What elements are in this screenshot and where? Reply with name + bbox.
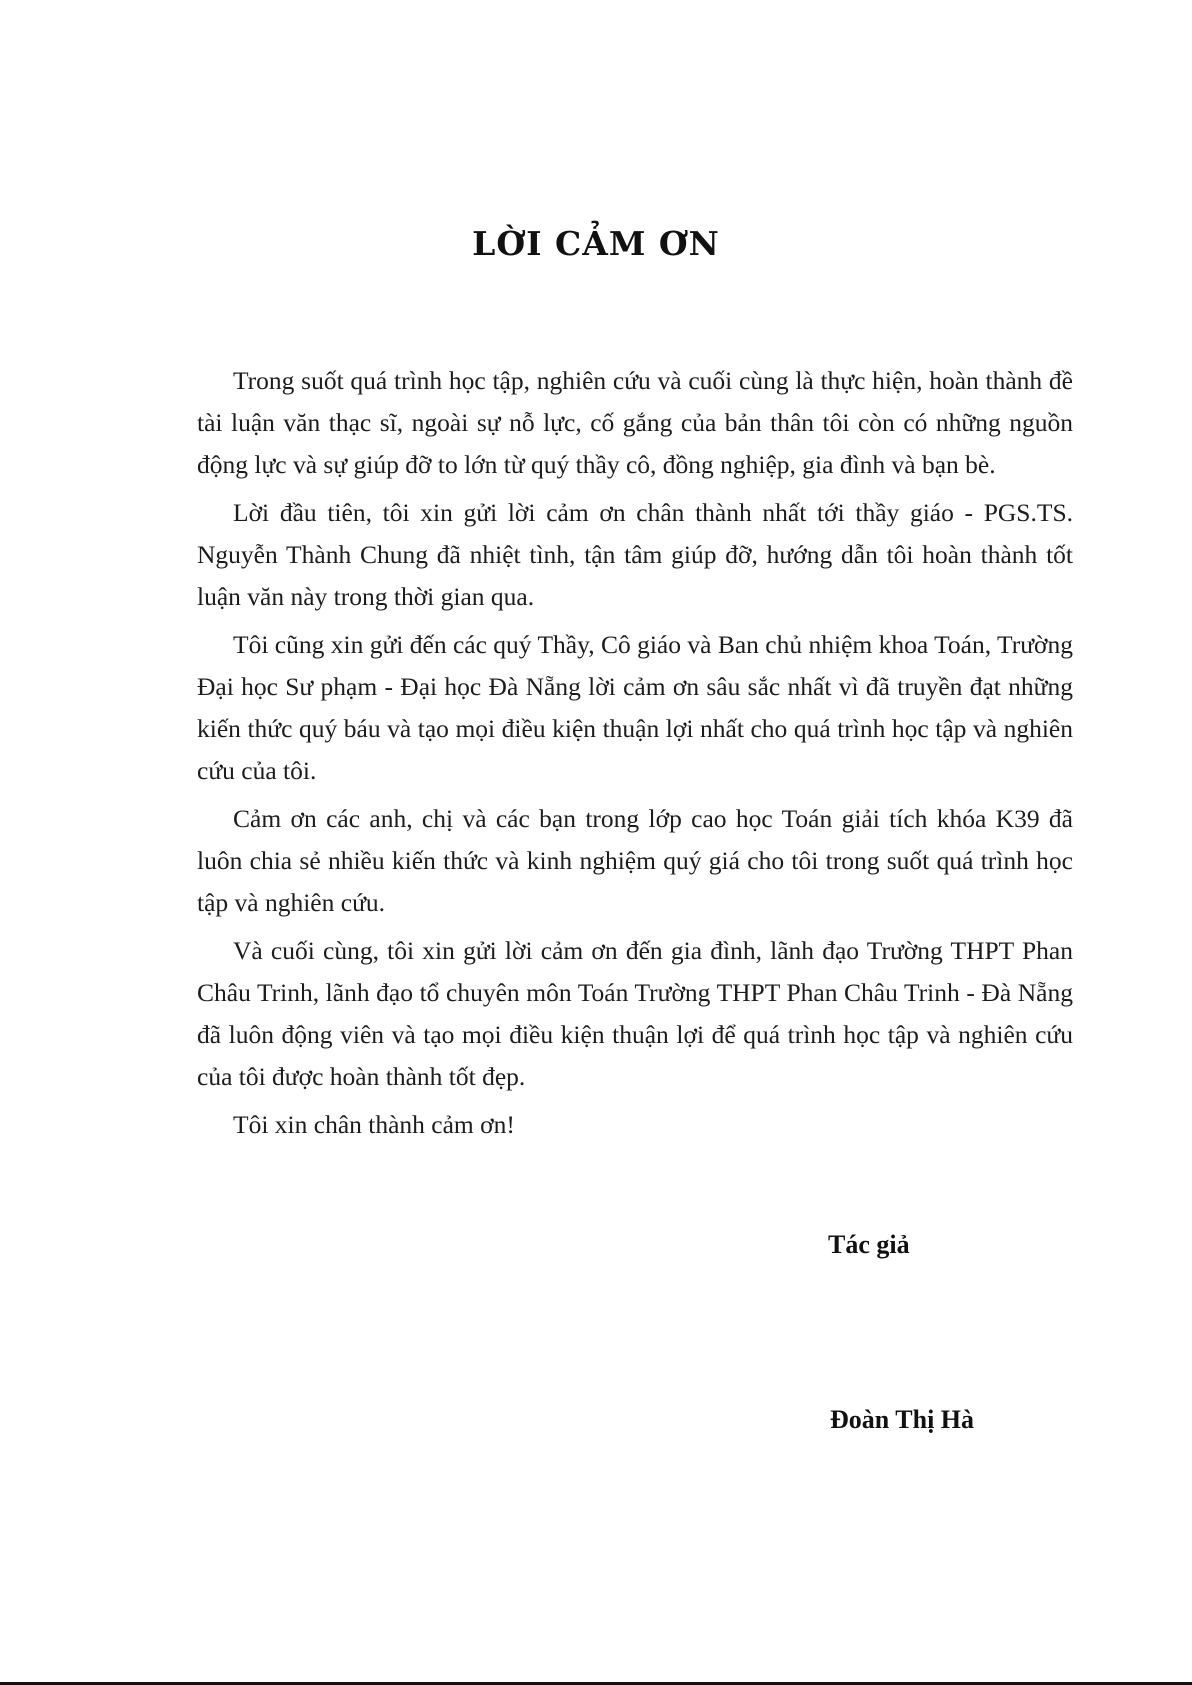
paragraph-3: Tôi cũng xin gửi đến các quý Thầy, Cô giáo và Ban chủ nhiệm khoa Toán, Trường Đại học Sư phạm - Đại học Đà Nẵng lời cảm ơn sâu sắc nhất vì đã truyền đạt những kiến thức quý báu và tạo mọi điều kiện thuận lợi nhất cho quá trình học tập và nghiên cứu của tôi. (197, 630, 1073, 785)
paragraph-6: Tôi xin chân thành cảm ơn! (233, 1110, 515, 1139)
paragraph-2: Lời đầu tiên, tôi xin gửi lời cảm ơn chân thành nhất tới thầy giáo - PGS.TS. Nguyễn Thành Chung đã nhiệt tình, tận tâm giúp đỡ, hướng dẫn tôi hoàn thành tốt luận văn này trong thời gian qua. (197, 498, 1073, 611)
page-title: LỜI CẢM ƠN (472, 224, 720, 263)
paragraph-4: Cảm ơn các anh, chị và các bạn trong lớp cao học Toán giải tích khóa K39 đã luôn chia sẻ nhiều kiến thức và kinh nghiệm quý giá cho tôi trong suốt quá trình học tập và nghiên cứu. (197, 804, 1073, 917)
acknowledgement-body (197, 360, 1073, 1152)
signature-name: Đoàn Thị Hà (830, 1405, 975, 1434)
paragraph-5: Và cuối cùng, tôi xin gửi lời cảm ơn đến gia đình, lãnh đạo Trường THPT Phan Châu Trinh, lãnh đạo tổ chuyên môn Toán Trường THPT Phan Châu Trinh - Đà Nẵng đã luôn động viên và tạo mọi điều kiện thuận lợi để quá trình học tập và nghiên cứu của tôi được hoàn thành tốt đẹp. (197, 936, 1073, 1091)
signature-role: Tác giả (828, 1230, 910, 1259)
paragraph-1: Trong suốt quá trình học tập, nghiên cứu và cuối cùng là thực hiện, hoàn thành đề tài luận văn thạc sĩ, ngoài sự nỗ lực, cố gắng của bản thân tôi còn có những nguồn động lực và sự giúp đỡ to lớn từ quý thầy cô, đồng nghiệp, gia đình và bạn bè. (197, 366, 1073, 479)
